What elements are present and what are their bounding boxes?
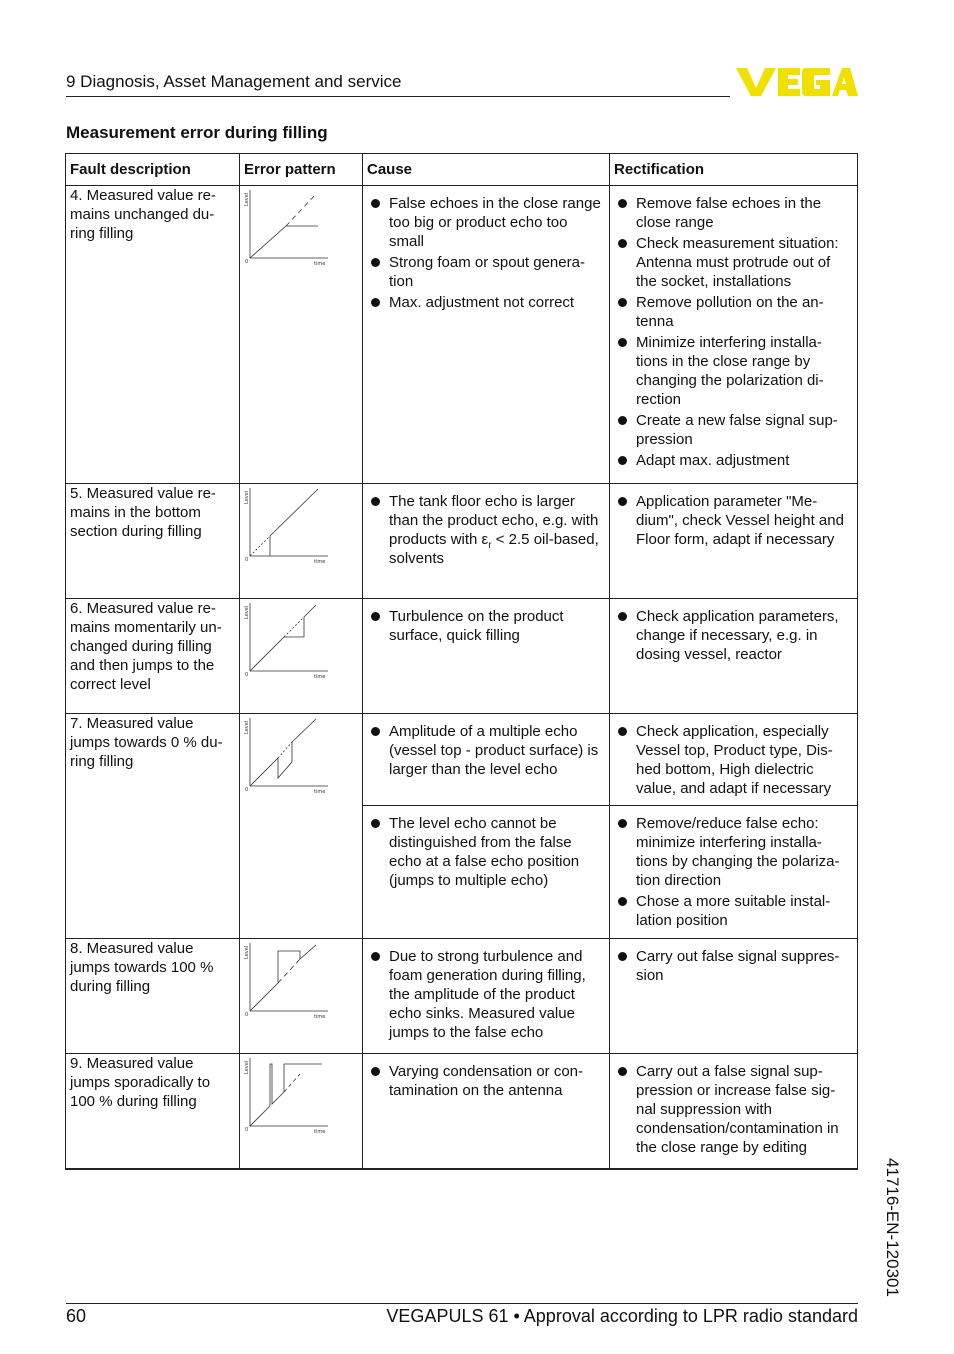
rectification-item: Create a new false signal sup-pression — [614, 411, 853, 449]
cause-item: Amplitude of a multiple echo (vessel top - product surface) is larger than the level echo — [367, 722, 605, 779]
cause-item: False echoes in the close range too big or product echo too small — [367, 194, 605, 251]
cause-item: Strong foam or spout genera-tion — [367, 253, 605, 291]
rectification-cell — [610, 806, 858, 939]
error-pattern-chart — [244, 186, 328, 266]
error-pattern-cell — [240, 1054, 363, 1169]
error-pattern-chart — [244, 1054, 328, 1134]
table-row — [66, 1054, 858, 1169]
table-row — [66, 599, 858, 714]
cause-cell — [363, 1054, 610, 1169]
fault-description: 5. Measured value re-mains in the bottom section during filling — [66, 484, 240, 599]
rectification-cell — [610, 714, 858, 806]
svg-text:0: 0 — [245, 672, 249, 678]
table-header-row — [66, 154, 858, 186]
svg-text:Level: Level — [244, 945, 250, 959]
rectification-cell — [610, 484, 858, 599]
fault-description: 8. Measured value jumps towards 100 % during filling — [66, 939, 240, 1054]
svg-text:0: 0 — [245, 1012, 249, 1018]
rectification-item: Application parameter "Me-dium", check Vessel height and Floor form, adapt if necessary — [614, 492, 853, 549]
rectification-item: Carry out a false signal sup-pression or increase false sig-nal suppression with condensation/contamination in the close range by editing — [614, 1062, 853, 1157]
cause-item: Varying condensation or con-tamination on the antenna — [367, 1062, 605, 1100]
table-row — [66, 714, 858, 806]
rectification-item: Check application parameters, change if necessary, e.g. in dosing vessel, reactor — [614, 607, 853, 664]
cause-item: The level echo cannot be distinguished from the false echo at a false echo position (jumps to multiple echo) — [367, 814, 605, 890]
cause-cell — [363, 186, 610, 484]
error-pattern-cell — [240, 714, 363, 939]
table-row — [66, 186, 858, 484]
section-heading: Measurement error during filling — [66, 123, 328, 142]
cause-item: Turbulence on the product surface, quick filling — [367, 607, 605, 645]
svg-text:0: 0 — [245, 557, 249, 563]
rectification-cell — [610, 599, 858, 714]
error-pattern-chart — [244, 714, 328, 794]
cause-cell — [363, 939, 610, 1054]
page-number: 60 — [66, 1306, 87, 1326]
rectification-item: Carry out false signal suppres-sion — [614, 947, 853, 985]
rectification-cell — [610, 939, 858, 1054]
cause-cell — [363, 714, 610, 806]
svg-text:Level: Level — [244, 605, 250, 619]
svg-text:time: time — [314, 261, 326, 266]
vega-logo — [736, 66, 858, 98]
rectification-item: Remove/reduce false echo: minimize interfering installa-tions by changing the polariza-tion direction — [614, 814, 853, 890]
svg-text:Level: Level — [244, 192, 250, 206]
column-header-rectification: Rectification — [610, 154, 858, 186]
svg-text:time: time — [314, 1014, 326, 1019]
error-pattern-chart — [244, 599, 328, 679]
cause-item: The tank floor echo is larger than the product echo, e.g. with products with $\varepsilon_r < 2.5$ oil-based, solvents — [367, 492, 605, 568]
error-pattern-cell — [240, 484, 363, 599]
error-pattern-cell — [240, 939, 363, 1054]
rectification-cell — [610, 186, 858, 484]
document-code-text: 41716-EN-120301 — [883, 1158, 902, 1297]
fault-description: 7. Measured value jumps towards 0 % du-ring filling — [66, 714, 240, 939]
cause-item: Due to strong turbulence and foam generation during filling, the amplitude of the product echo sinks. Measured value jumps to the false echo — [367, 947, 605, 1042]
error-pattern-chart — [244, 939, 328, 1019]
svg-text:Level: Level — [244, 1060, 250, 1074]
cause-cell — [363, 599, 610, 714]
table-row — [66, 939, 858, 1054]
rectification-item: Check application, especially Vessel top, Product type, Dis-hed bottom, High dielectric value, and adapt if necessary — [614, 722, 853, 798]
svg-text:Level: Level — [244, 720, 250, 734]
column-header-pattern: Error pattern — [240, 154, 363, 186]
rectification-item: Remove false echoes in the close range — [614, 194, 853, 232]
cause-item: Max. adjustment not correct — [367, 293, 605, 312]
svg-text:time: time — [314, 674, 326, 679]
rectification-cell — [610, 1054, 858, 1169]
cause-cell — [363, 806, 610, 939]
footer-title: VEGAPULS 61 • Approval according to LPR radio standard — [386, 1306, 858, 1326]
running-header: 9 Diagnosis, Asset Management and service — [66, 70, 730, 97]
rectification-item: Remove pollution on the an-tenna — [614, 293, 853, 331]
svg-text:0: 0 — [245, 259, 249, 265]
measurement-error-table — [65, 153, 858, 1170]
svg-text:time: time — [314, 559, 326, 564]
table-row — [66, 484, 858, 599]
column-header-fault: Fault description — [66, 154, 240, 186]
fault-description: 6. Measured value re-mains momentarily un-changed during filling and then jumps to the correct level — [66, 599, 240, 714]
svg-text:time: time — [314, 789, 326, 794]
fault-description: 9. Measured value jumps sporadically to 100 % during filling — [66, 1054, 240, 1169]
svg-text:Level: Level — [244, 490, 250, 504]
fault-description: 4. Measured value re-mains unchanged du-ring filling — [66, 186, 240, 484]
rectification-item: Check measurement situation: Antenna must protrude out of the socket, installations — [614, 234, 853, 291]
document-code — [883, 1158, 903, 1297]
rectification-item: Adapt max. adjustment — [614, 451, 853, 470]
svg-text:0: 0 — [245, 787, 249, 793]
error-pattern-chart — [244, 484, 328, 564]
column-header-cause: Cause — [363, 154, 610, 186]
rectification-item: Minimize interfering installa-tions in the close range by changing the polarization di-rection — [614, 333, 853, 409]
cause-cell — [363, 484, 610, 599]
error-pattern-cell — [240, 599, 363, 714]
svg-text:time: time — [314, 1129, 326, 1134]
footer-divider — [66, 1303, 858, 1304]
rectification-item: Chose a more suitable instal-lation position — [614, 892, 853, 930]
svg-text:0: 0 — [245, 1127, 249, 1133]
error-pattern-cell — [240, 186, 363, 484]
